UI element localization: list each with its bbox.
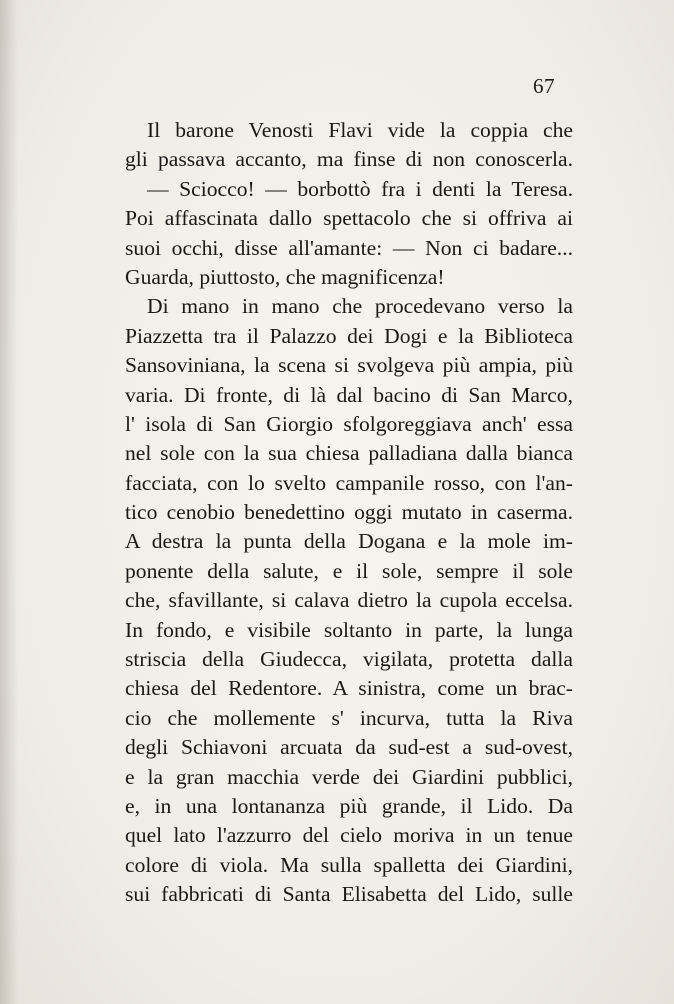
body-text [125, 116, 573, 910]
text-line: A destra la punta della Dogana e la mole im- [125, 529, 573, 554]
text-line: gli passava accanto, ma finse di non conoscerla. [125, 147, 573, 172]
text-line: — Sciocco! — borbottò fra i denti la Teresa. [147, 176, 573, 201]
text-line: quel lato l'azzurro del cielo moriva in un tenue [125, 823, 573, 848]
text-line: nel sole con la sua chiesa palladiana dalla bianca [125, 441, 573, 466]
text-line: l' isola di San Giorgio sfolgoreggiava anch' essa [125, 411, 573, 436]
text-line: striscia della Giudecca, vigilata, protetta dalla [125, 647, 573, 672]
text-line: varia. Di fronte, di là dal bacino di San Marco, [125, 382, 573, 407]
text-line: tico cenobio benedettino oggi mutato in caserma. [125, 500, 573, 525]
text-line: In fondo, e visibile soltanto in parte, la lunga [125, 617, 573, 642]
text-line: degli Schiavoni arcuata da sud-est a sud-ovest, [125, 735, 573, 760]
page-number: 67 [533, 74, 555, 98]
text-line: Guarda, piuttosto, che magnificenza! [125, 264, 445, 289]
text-line: suoi occhi, disse all'amante: — Non ci badare... [125, 235, 573, 260]
text-line: ponente della salute, e il sole, sempre il sole [125, 558, 573, 583]
page-edge-shadow [0, 0, 18, 1004]
text-line: sui fabbricati di Santa Elisabetta del Lido, sulle [125, 882, 573, 907]
text-line: e, in una lontananza più grande, il Lido. Da [125, 793, 573, 818]
text-line: e la gran macchia verde dei Giardini pubblici, [125, 764, 573, 789]
text-line: Poi affascinata dallo spettacolo che si offriva ai [125, 206, 573, 231]
text-line: Il barone Venosti Flavi vide la coppia che [147, 118, 573, 142]
text-line: Piazzetta tra il Palazzo dei Dogi e la Biblioteca [125, 323, 573, 348]
text-line: che, sfavillante, si calava dietro la cupola eccelsa. [125, 588, 573, 613]
text-line: facciata, con lo svelto campanile rosso, con l'an- [125, 470, 573, 495]
text-line: colore di viola. Ma sulla spalletta dei Giardini, [125, 852, 573, 877]
text-line: chiesa del Redentore. A sinistra, come un brac- [125, 676, 573, 701]
text-line: cio che mollemente s' incurva, tutta la Riva [125, 705, 573, 730]
text-line: Sansoviniana, la scena si svolgeva più ampia, più [125, 353, 573, 378]
text-line: Di mano in mano che procedevano verso la [147, 294, 573, 319]
